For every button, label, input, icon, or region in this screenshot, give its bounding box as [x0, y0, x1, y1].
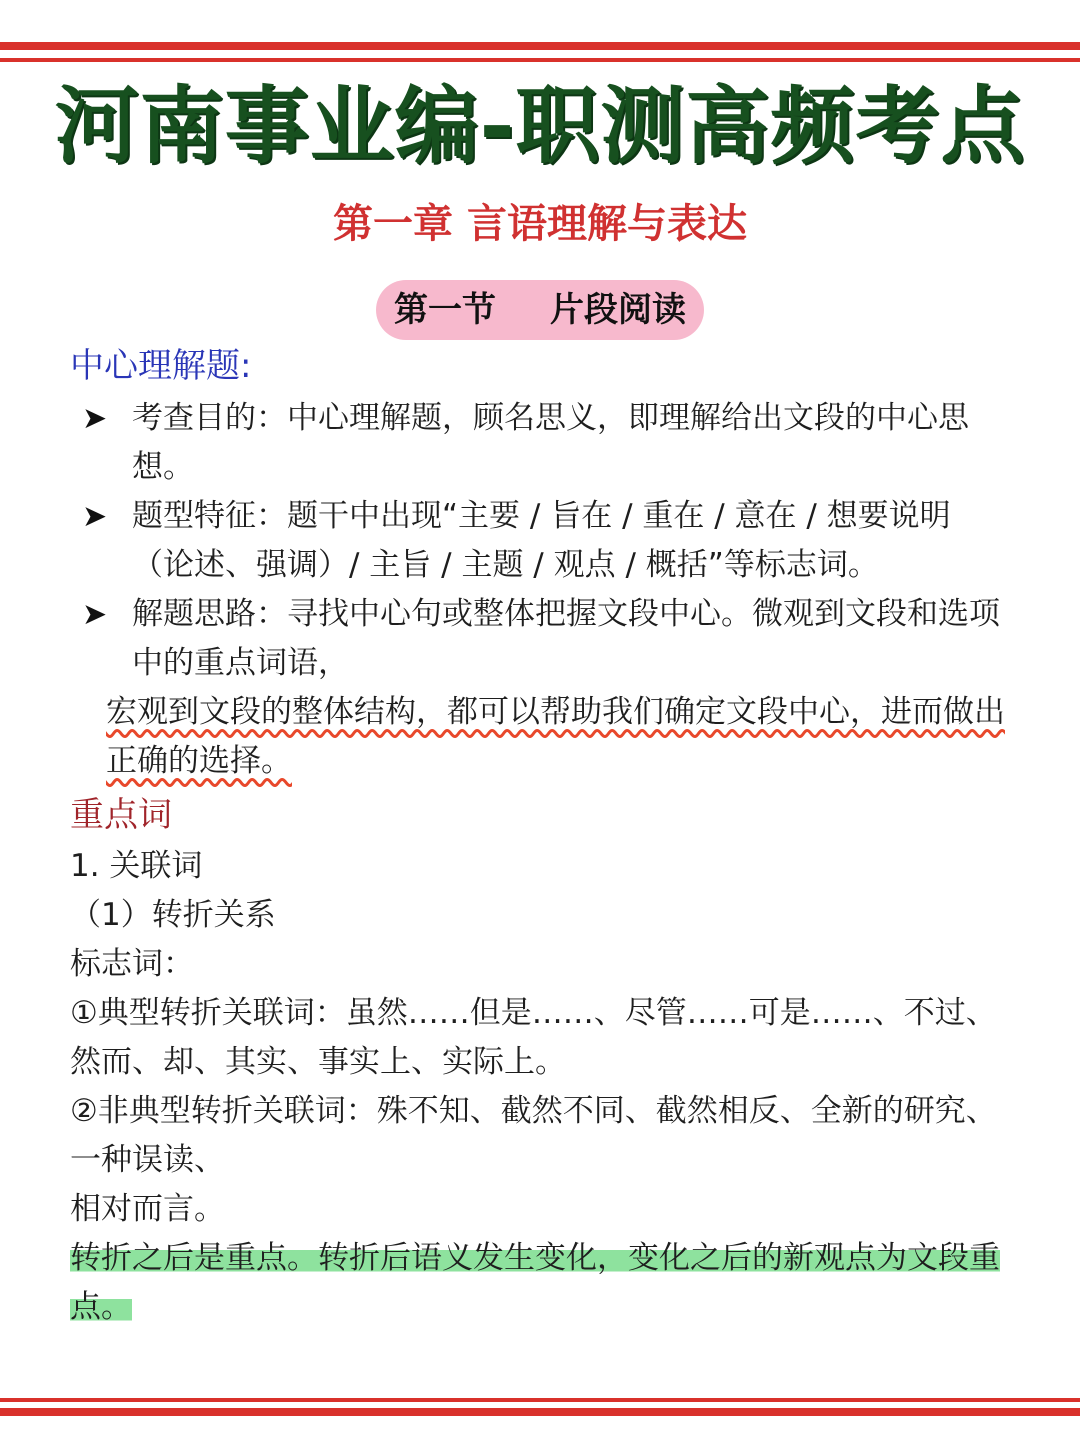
atypical-connectives: ②非典型转折关联词：殊不知、截然不同、截然相反、全新的研究、一种误读、 [70, 1093, 997, 1178]
continuation-line [70, 688, 1010, 786]
arrow-bullet-icon: ➤ [82, 597, 108, 632]
bullet-item [70, 492, 1010, 590]
section-number: 第一节 [394, 290, 496, 330]
bullet-item [70, 394, 1010, 492]
bottom-rule-thick [0, 1408, 1080, 1416]
bullet-text: 考查目的：中心理解题，顾名思义，即理解给出文段的中心思想。 [132, 400, 969, 485]
arrow-bullet-icon: ➤ [82, 401, 108, 436]
main-content [70, 338, 1010, 1332]
keyword-subitem: （1）转折关系 [70, 897, 276, 933]
top-rule-thin [0, 58, 1080, 62]
wavy-underlined-text: 宏观到文段的整体结构，都可以帮助我们确定文段中心，进而做出正确的选择。 [106, 694, 1005, 779]
section-name: 片段阅读 [550, 290, 686, 330]
bullet-text: 解题思路：寻找中心句或整体把握文段中心。微观到文段和选项中的重点词语， [132, 596, 1000, 681]
top-rule-thick [0, 42, 1080, 50]
section-banner [0, 280, 1080, 340]
keyword-item-1: 1. 关联词 [70, 848, 203, 884]
page-title: 河南事业编-职测高频考点 [54, 77, 1026, 175]
highlighted-text: 转折之后是重点。转折后语义发生变化，变化之后的新观点为文段重点。 [70, 1240, 1000, 1325]
marker-label: 标志词： [70, 946, 194, 982]
chapter-title: 第一章 言语理解与表达 [333, 201, 747, 247]
arrow-bullet-icon: ➤ [82, 499, 108, 534]
bullet-text: 题型特征：题干中出现“主要 / 旨在 / 重在 / 意在 / 想要说明（论述、强调）/ 主旨 / 主题 / 观点 / 概括”等标志词。 [132, 498, 951, 583]
center-topic-heading: 中心理解题: [70, 346, 252, 386]
typical-connectives: ①典型转折关联词：虽然……但是……、尽管……可是……、不过、然而、却、其实、事实上、实际上。 [70, 995, 997, 1080]
bullet-item [70, 590, 1010, 688]
atypical-connectives-cont: 相对而言。 [70, 1191, 225, 1227]
keywords-heading: 重点词 [70, 795, 172, 835]
section-badge [376, 280, 704, 340]
bottom-rule-thin [0, 1398, 1080, 1402]
conclusion-line [70, 1234, 1010, 1332]
